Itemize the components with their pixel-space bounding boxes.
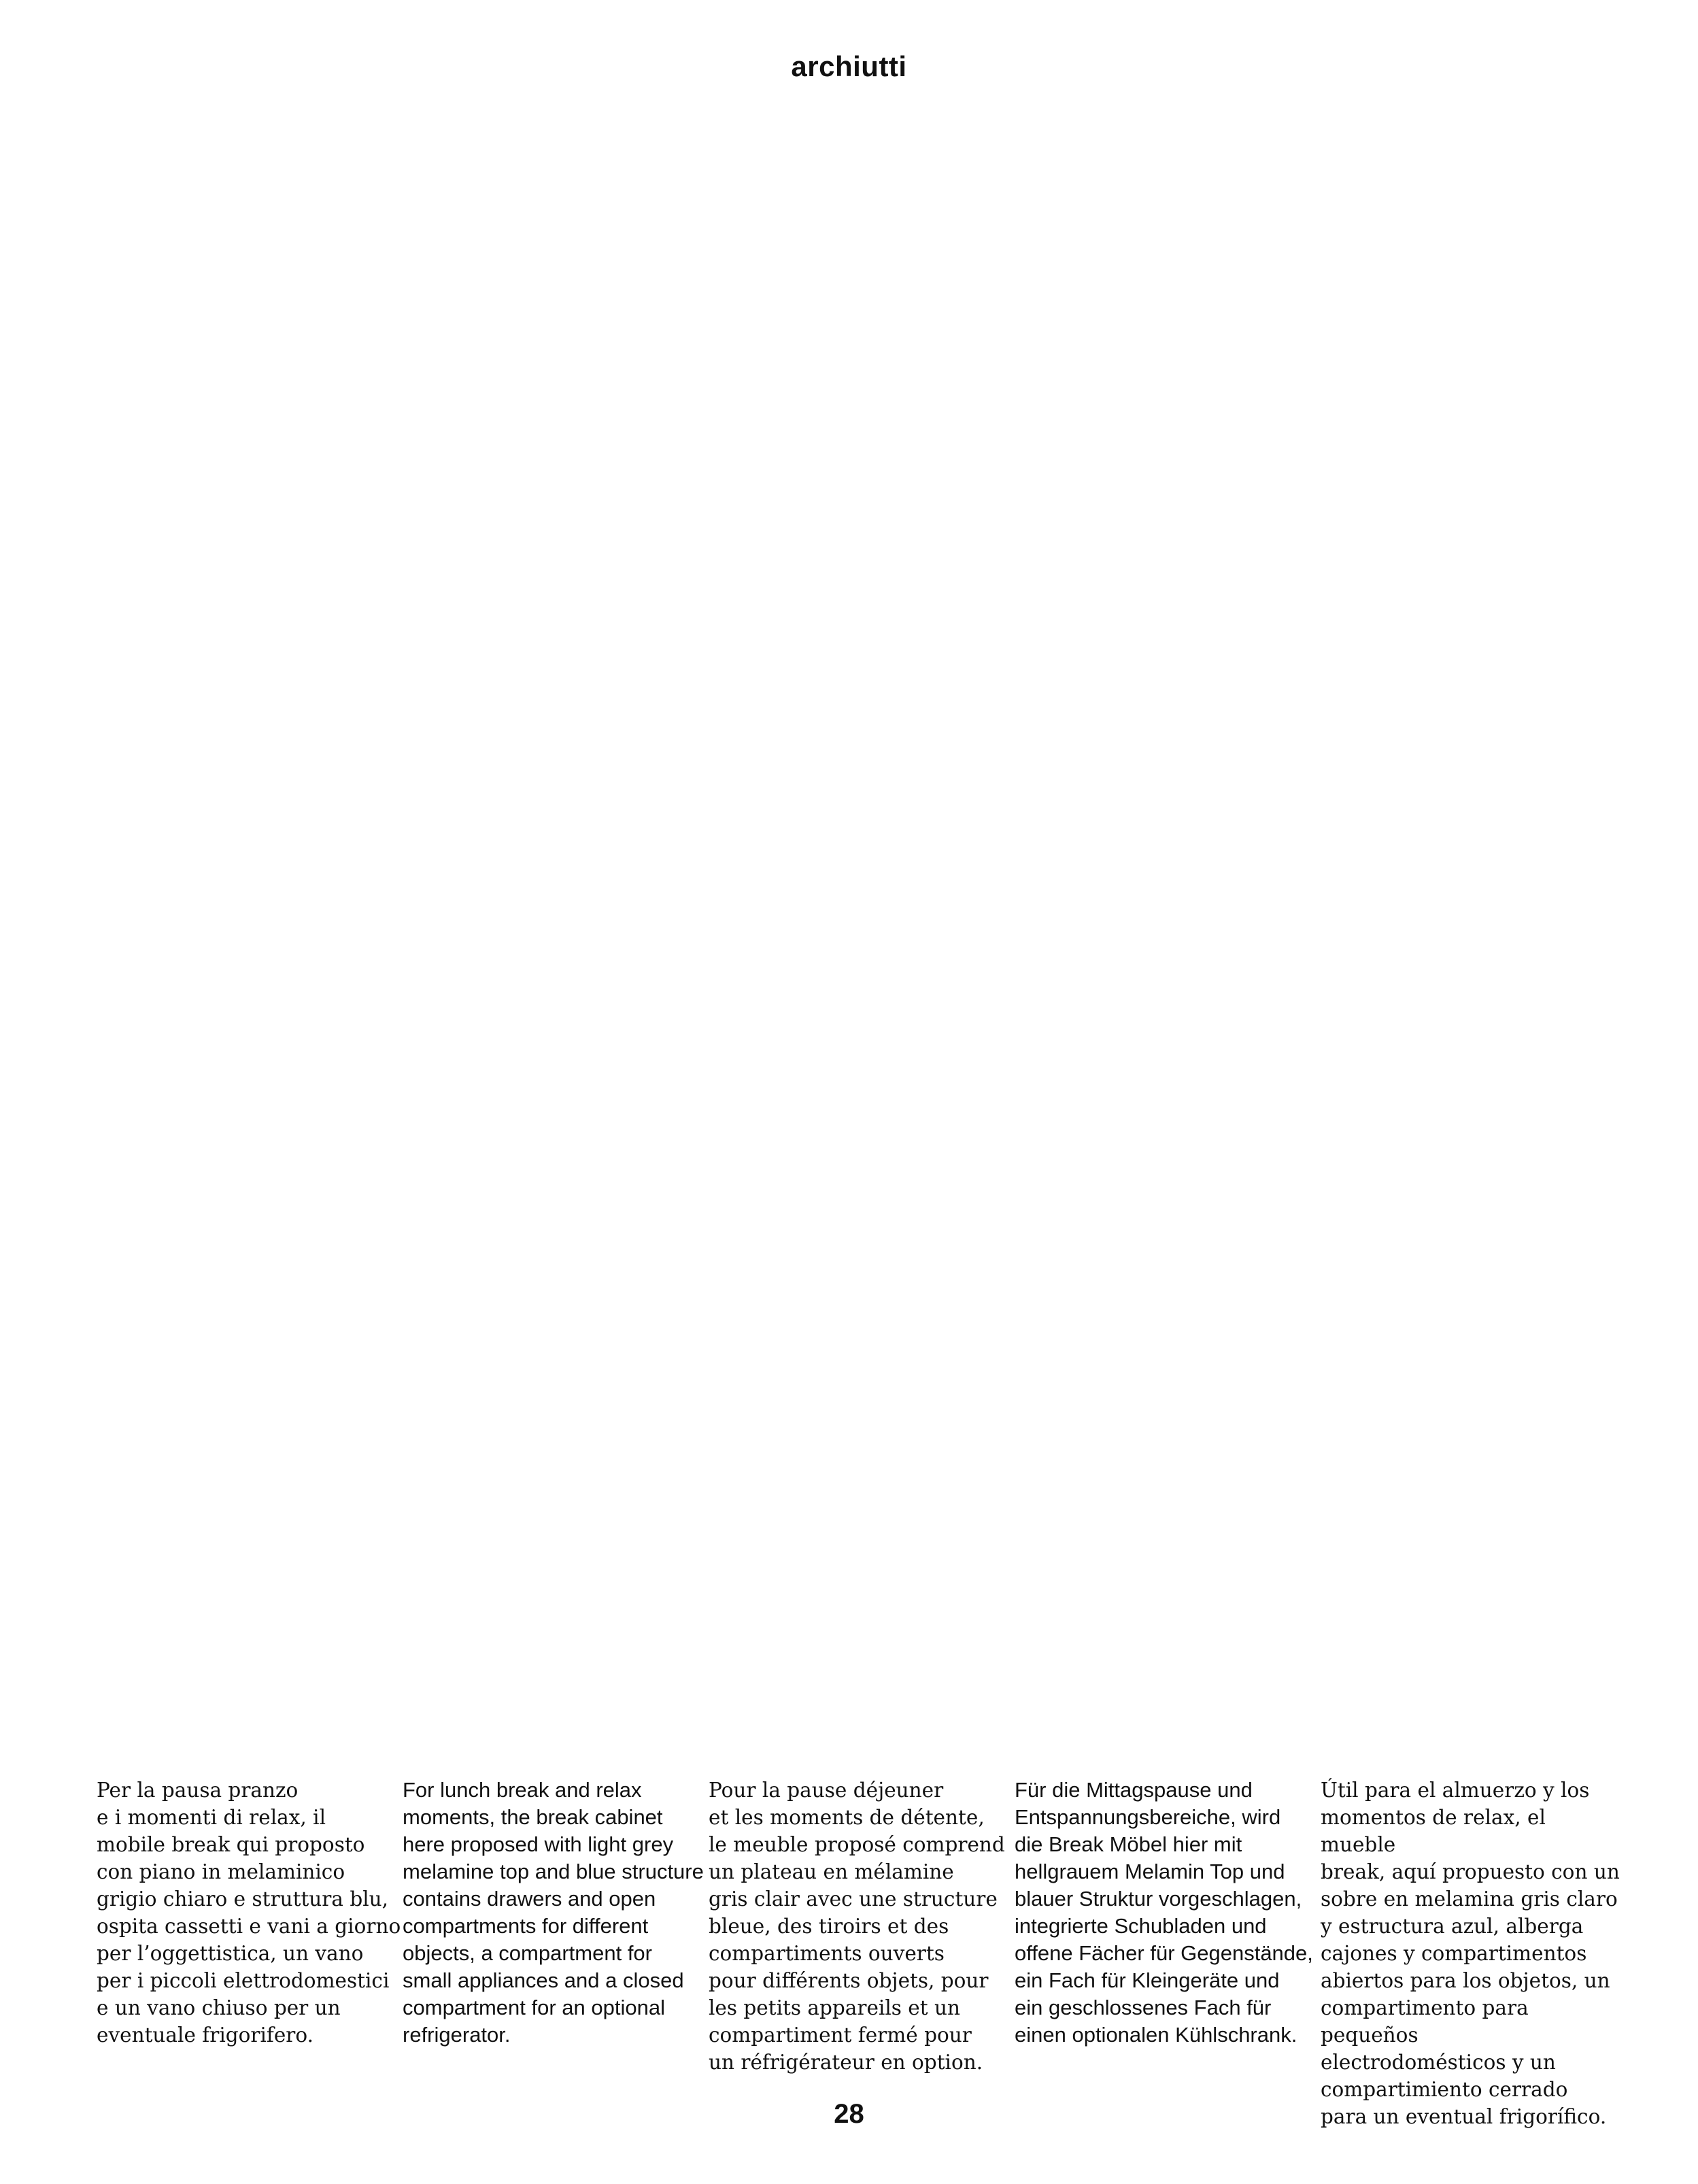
description-columns: [97, 1777, 1627, 2130]
brand-logo-text: archiutti: [791, 50, 907, 82]
description-german: Für die Mittagspause und Entspannungsbereiche, wird die Break Möbel hier mit hellgrauem Melamin Top und blauer Struktur vorgeschlagen, integrierte Schubladen und offene Fächer für Gegenstände, ein Fach für Kleingeräte und ein geschlossenes Fach für einen optionalen Kühlschrank.: [1015, 1778, 1313, 2047]
description-spanish: Útil para el almuerzo y los momentos de relax, el mueble break, aquí propuesto con un sobre en melamina gris claro y estructura azul, alberga cajones y compartimentos abiertos para los objetos, un compartimento para pequeños electrodomésticos y un compartimiento cerrado para un eventual frigorífico.: [1321, 1779, 1620, 2128]
description-french: Pour la pause déjeuner et les moments de détente, le meuble proposé comprend un plateau en mélamine gris clair avec une structure bleue, des tiroirs et des compartiments ouverts pour différents objets, pour les petits appareils et un compartiment fermé pour un réfrigérateur en option.: [709, 1779, 1005, 2074]
description-english: For lunch break and relax moments, the break cabinet here proposed with light grey melamine top and blue structure contains drawers and open compartments for different objects, a compartment for small appliances and a closed compartment for an optional refrigerator.: [403, 1778, 704, 2047]
description-italian: Per la pausa pranzo e i momenti di relax, il mobile break qui proposto con piano in melaminico grigio chiaro e struttura blu, ospita cassetti e vani a giorno per l’oggettistica, un vano per i piccoli elettrodomestici e un vano chiuso per un eventuale frigorifero.: [97, 1779, 401, 2047]
product-image-area: [0, 129, 1698, 1748]
page-number: 28: [834, 2099, 864, 2129]
